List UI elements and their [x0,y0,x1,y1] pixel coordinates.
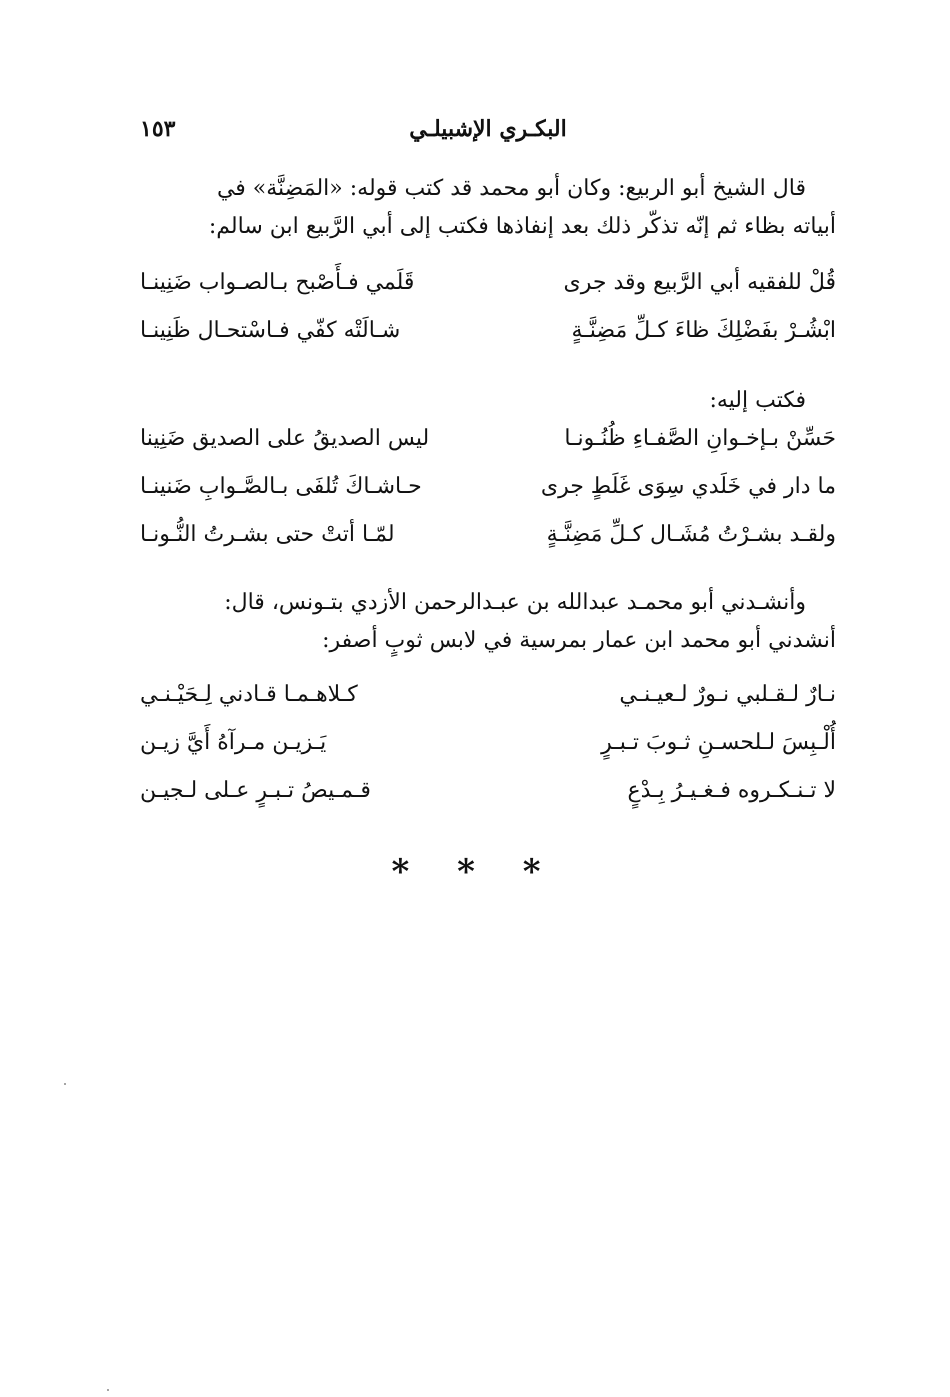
intro-paragraph [140,170,836,246]
verse-second-hemistich: يَـزيـن مـرآهُ أَيَّ زيـن [140,730,327,755]
verse-second-hemistich: كـلاهـمـا قـادني لِـحَيْـنـي [140,682,358,707]
page-number: ١٥٣ [140,116,176,142]
second-intro-line: أنشدني أبو محمد ابن عمار بمرسية في لابس ثوبٍ أصفر: [322,628,836,653]
verse-line [140,778,836,826]
verse-first-hemistich: قُلْ للفقيه أبي الرَّبيع وقد جرى [563,270,836,295]
verse-first-hemistich: نـارٌ لـقـلبي نـورٌ لـعيـنـي [619,682,836,707]
poem-2 [140,426,836,570]
verse-first-hemistich: أُلْـبِسَ لـلحسـنِ ثـوبَ تـبـرٍ [601,730,836,755]
verse-line [140,474,836,522]
running-header [140,112,836,152]
verse-second-hemistich: قَلَمي فـأَصْبح بـالصـواب ضَنِينـا [140,270,415,295]
second-intro-line: وأنشـدني أبو محمـد عبدالله بن عبـدالرحمن الأزدي بتـونس، قال: [224,590,806,615]
verse-second-hemistich: قـمـيصُ تـبـرٍ عـلى لـجيـن [140,778,371,803]
verse-second-hemistich: شـالَتْه كفّي فـاسْتحـال ظَنِينـا [140,318,401,343]
verse-line [140,426,836,474]
verse-second-hemistich: حـاشـاكَ تُلفَى بـالصَّـوابِ ضَنينـا [140,474,422,499]
verse-first-hemistich: لا تـنـكـروه فـغـيـرُ بِـدْعٍ [627,778,836,803]
running-title: البكـري الإشبيلـي [409,116,567,142]
second-intro-paragraph [140,584,836,660]
verse-first-hemistich: ما دار في خَلَدي سِوَى غَلَطٍ جرى [540,474,836,499]
verse-first-hemistich: ولقـد بشـرْتُ مُشَـال كـلِّ مَضِنَّـةٍ [546,522,836,547]
scan-speck [107,1389,109,1391]
verse-line [140,270,836,318]
verse-line [140,522,836,570]
verse-line [140,682,836,730]
scan-speck [64,1083,66,1085]
verse-first-hemistich: حَسِّنْ بـإخـوانِ الصَّفـاءِ ظُنُـونـا [564,426,836,451]
verse-line [140,730,836,778]
verse-line [140,318,836,366]
intro-line: قال الشيخ أبو الربيع: وكان أبو محمد قد كتب قوله: «المَضِنَّة» في [216,176,806,201]
poem-1 [140,270,836,366]
verse-first-hemistich: ابْشُـرْ بفَضْلِكَ ظاءَ كـلِّ مَضِنَّـةٍ [571,318,836,343]
verse-second-hemistich: لمّـا أتتْ حتى بشـرتُ النُّـونـا [140,522,395,547]
poem-3 [140,682,836,826]
reply-intro [140,382,836,420]
intro-line: أبياته بظاء ثم إنّه تذكّر ذلك بعد إنفاذها فكتب إلى أبي الرَّبيع ابن سالم: [208,214,836,239]
section-ornament: * * * [391,852,559,892]
reply-intro-line: فكتب إليه: [709,388,806,413]
verse-second-hemistich: ليس الصديقُ على الصديق ضَنِينا [140,426,430,451]
